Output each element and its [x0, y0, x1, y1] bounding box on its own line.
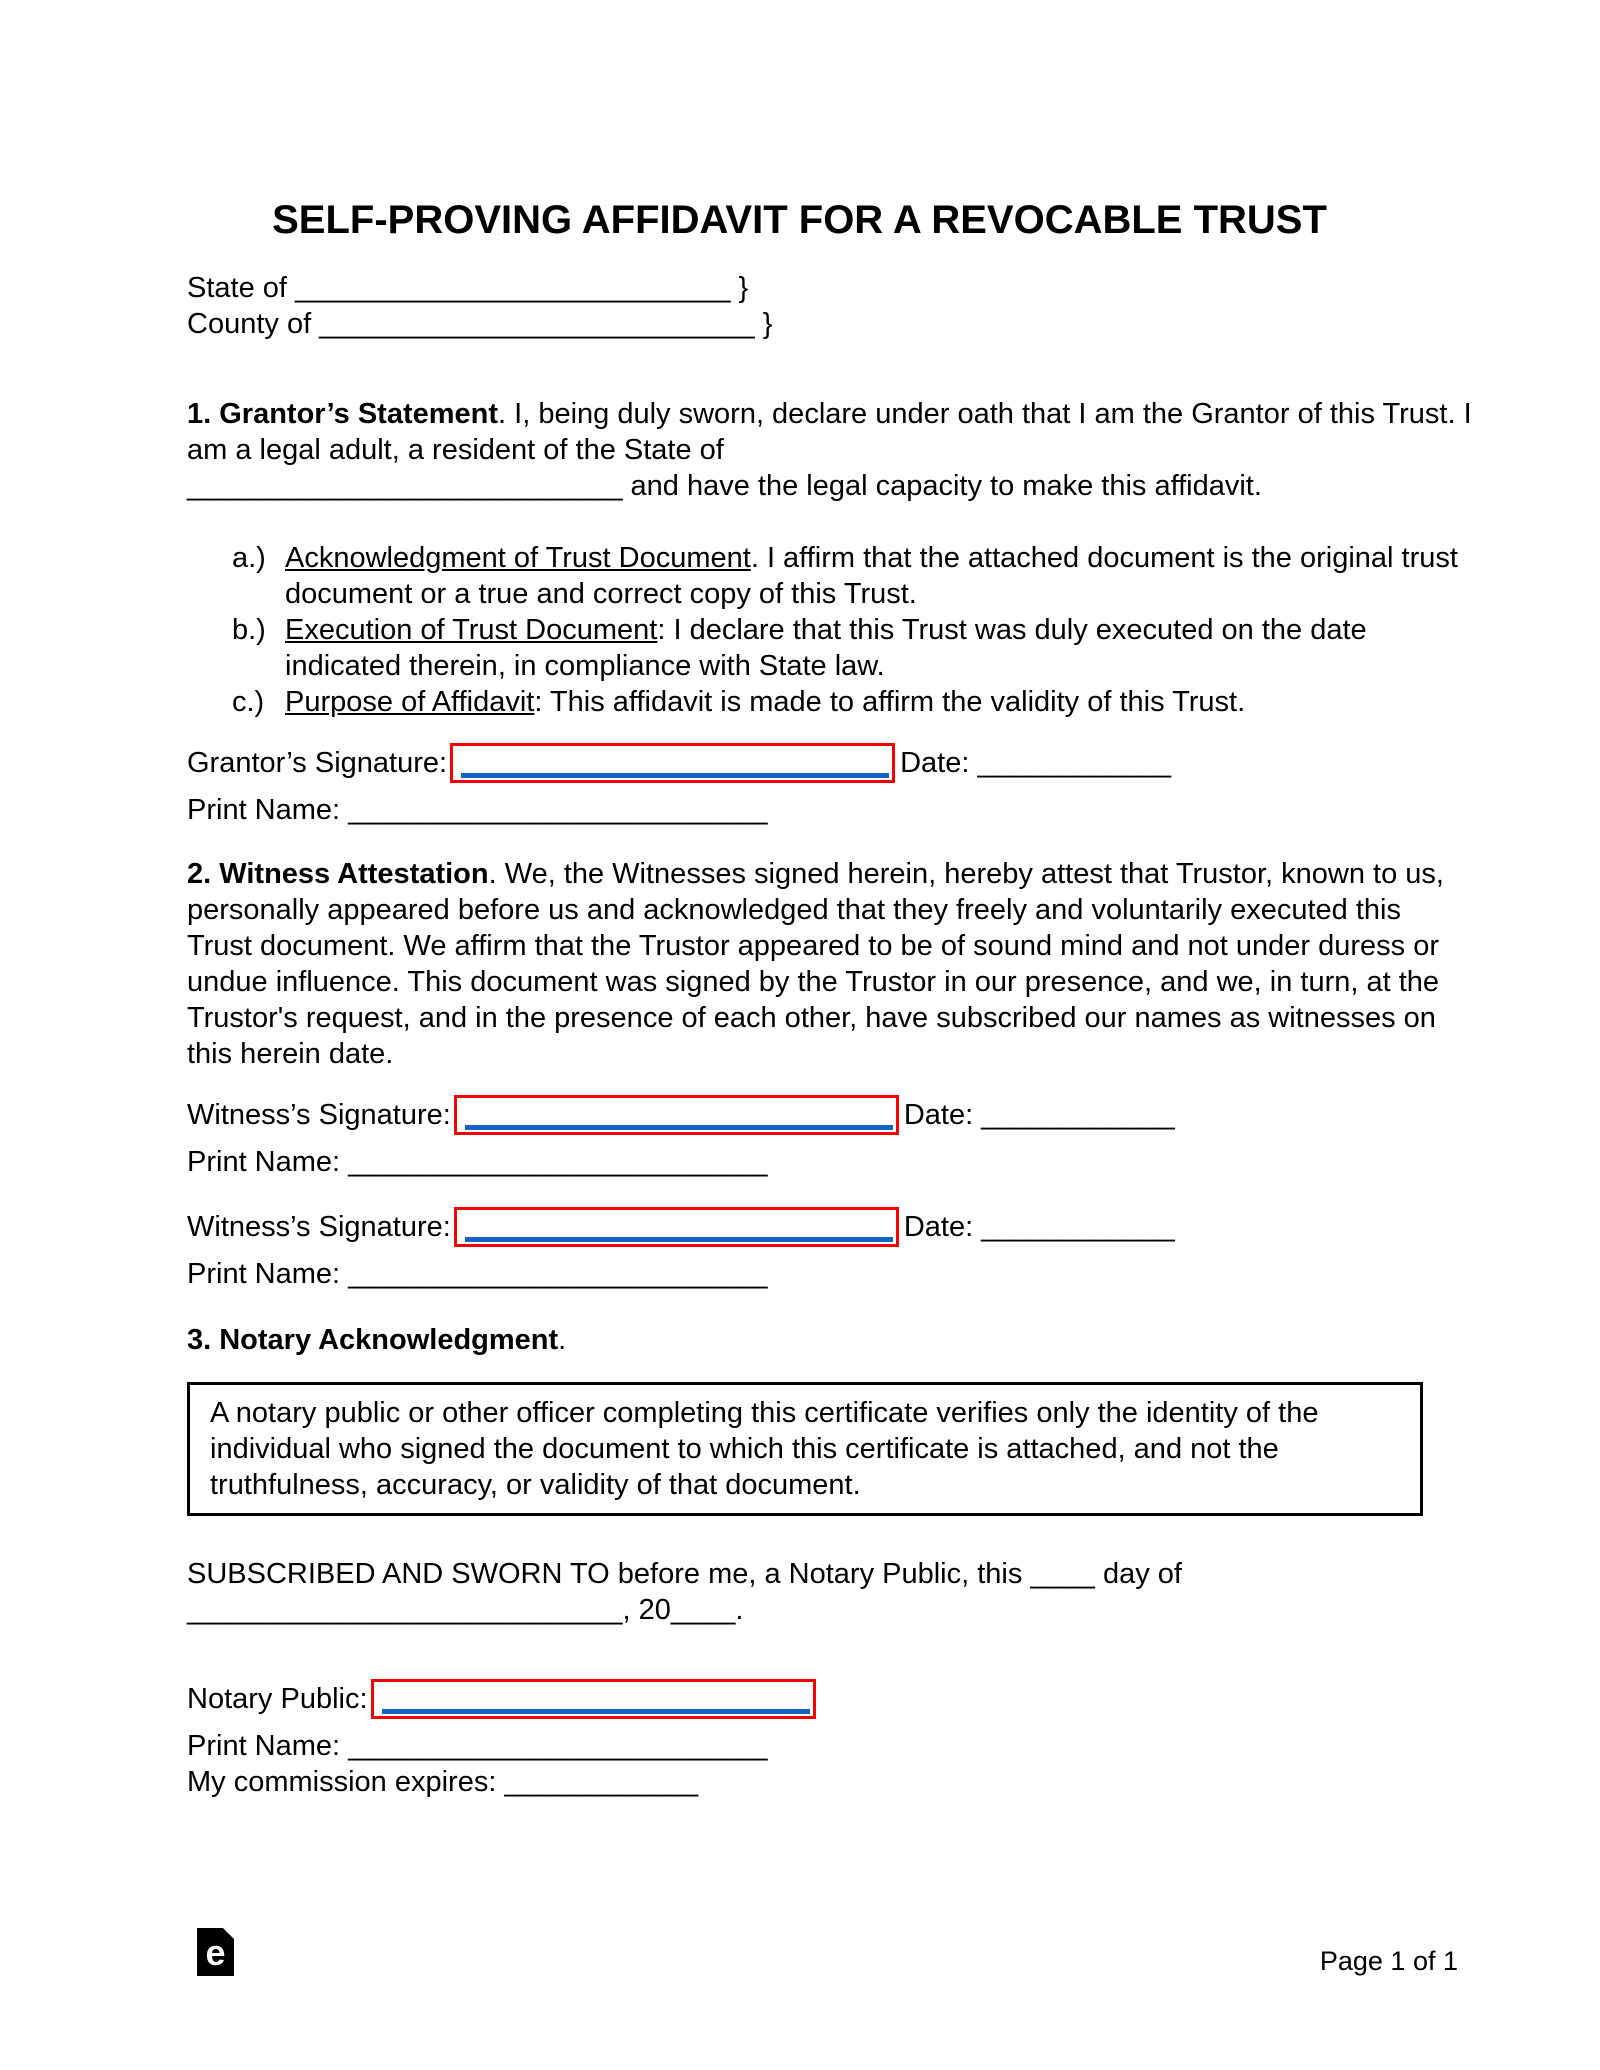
county-of-line: County of ___________________________ } [187, 308, 773, 340]
list-item-b [187, 612, 1472, 684]
page-number: Page 1 of 1 [1319, 1946, 1458, 1976]
witness-2-signature-row [187, 1206, 1472, 1248]
subscribed-and-sworn-paragraph: SUBSCRIBED AND SWORN TO before me, a Notary Public, this ____ day of ___________________________, 20____. [187, 1558, 1182, 1626]
grantor-signature-label: Grantor’s Signature: [187, 747, 448, 779]
eforms-logo-letter: e [205, 1932, 226, 1973]
notary-signature-field[interactable] [371, 1679, 816, 1719]
grantor-statement-body: . I, being duly sworn, declare under oath that I am the Grantor of this Trust. I am a legal adult, a resident of the State of [187, 398, 1472, 466]
state-of-line: State of ___________________________ } [187, 272, 749, 304]
list-item-c-underlined-title: Purpose of Affidavit [285, 686, 535, 718]
list-item-a [187, 540, 1472, 612]
witness-1-print-name-line: Print Name: __________________________ [187, 1146, 768, 1178]
list-item-b-text: : I declare that this Trust was duly executed on the date indicated therein, in compliance with State law. [285, 614, 1367, 682]
witness-2-signature-label: Witness’s Signature: [187, 1211, 451, 1243]
notary-notice-text: A notary public or other officer completing this certificate verifies only the identity of the individual who signed the document to which this certificate is attached, and not the truthfulness, accuracy, or validity of that document. [210, 1397, 1319, 1501]
list-item-a-text: . I affirm that the attached document is the original trust document or a true and correct copy of this Trust. [285, 542, 1458, 610]
grantor-signature-row [187, 742, 1472, 784]
list-item-c [187, 684, 1472, 720]
list-item-a-underlined-title: Acknowledgment of Trust Document [285, 542, 751, 574]
witness-2-block [187, 1206, 1472, 1292]
list-marker-b: b.) [232, 614, 266, 646]
list-marker-a: a.) [232, 542, 266, 574]
witness-attestation-paragraph [187, 856, 1472, 1072]
witness-2-print-name-line: Print Name: __________________________ [187, 1258, 768, 1290]
list-marker-c: c.) [232, 686, 265, 718]
notary-print-name-line: Print Name: __________________________ [187, 1730, 768, 1762]
witness-1-signature-field[interactable] [454, 1095, 899, 1135]
grantor-statement-heading: 1. Grantor’s Statement [187, 398, 499, 430]
grantor-signature-field[interactable] [450, 743, 895, 783]
grantor-statement-paragraph [187, 396, 1472, 504]
notary-notice-box [187, 1382, 1423, 1516]
notary-acknowledgment-heading [187, 1322, 1472, 1358]
commission-expires-line: My commission expires: ____________ [187, 1766, 698, 1798]
witness-1-date-line: Date: ____________ [903, 1099, 1175, 1131]
eforms-logo [197, 1928, 234, 1976]
witness-2-date-line: Date: ____________ [903, 1211, 1175, 1243]
list-item-c-text: : This affidavit is made to affirm the validity of this Trust. [534, 686, 1246, 718]
witness-2-signature-field[interactable] [454, 1207, 899, 1247]
grantor-print-name-line: Print Name: __________________________ [187, 794, 768, 826]
witness-attestation-body: . We, the Witnesses signed herein, hereby attest that Trustor, known to us, personally appeared before us and acknowledged that they freely and voluntarily executed this Trust document. We affirm that the Trustor appeared to be of sound mind and not under duress or undue influence. This document was signed by the Trustor in our presence, and we, in turn, at the Trustor's request, and in the presence of each other, have subscribed our names as witnesses on this herein date. [187, 858, 1444, 1070]
witness-attestation-heading: 2. Witness Attestation [187, 858, 489, 890]
document-title: SELF-PROVING AFFIDAVIT FOR A REVOCABLE TRUST [272, 198, 1327, 242]
witness-1-signature-row [187, 1094, 1472, 1136]
grantor-statement-list [187, 540, 1472, 720]
witness-1-signature-label: Witness’s Signature: [187, 1099, 451, 1131]
notary-signature-row [187, 1678, 1472, 1720]
notary-public-label: Notary Public: [187, 1683, 368, 1715]
notary-heading-text: 3. Notary Acknowledgment [187, 1324, 559, 1356]
notary-heading-period: . [558, 1324, 567, 1356]
list-item-b-underlined-title: Execution of Trust Document [285, 614, 658, 646]
grantor-date-line: Date: ____________ [900, 747, 1171, 779]
grantor-statement-body-continued: ___________________________ and have the legal capacity to make this affidavit. [187, 470, 1262, 502]
